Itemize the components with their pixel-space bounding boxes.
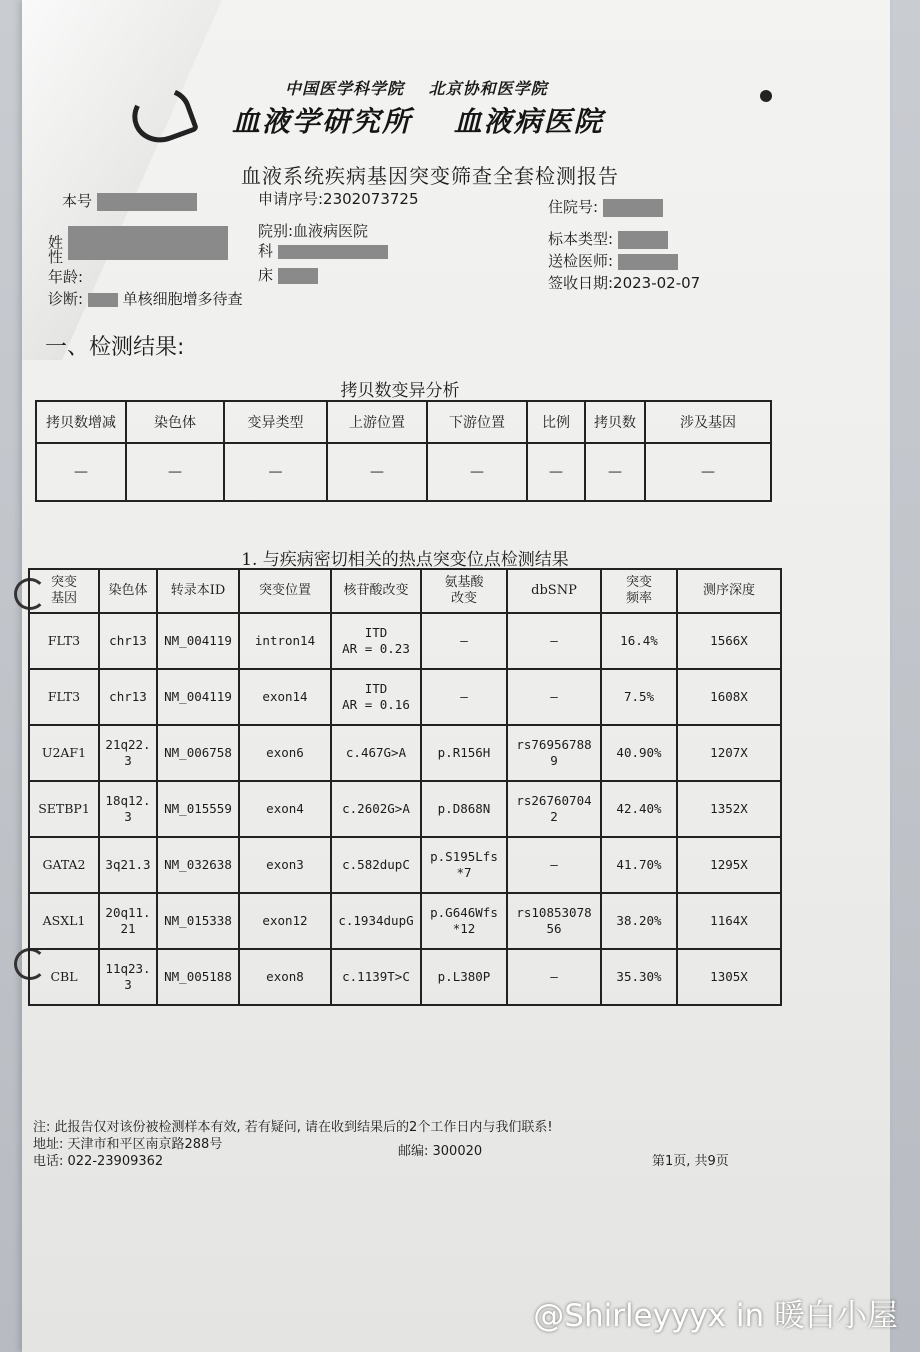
mutation-header: 突变 基因 — [29, 569, 99, 613]
received-date: 签收日期:2023-02-07 — [548, 274, 701, 292]
cnv-header: 拷贝数 — [585, 401, 645, 443]
doctor-label: 送检医师: — [548, 252, 614, 270]
mutation-cell: p.R156H — [421, 725, 507, 781]
mutation-cell: GATA2 — [29, 837, 99, 893]
mutation-header: 氨基酸 改变 — [421, 569, 507, 613]
cnv-title: 拷贝数变异分析 — [340, 381, 460, 401]
mutation-cell: 1295X — [677, 837, 781, 893]
ward-field: 院别:血液病医院 — [258, 222, 369, 240]
mutation-cell: 16.4% — [601, 613, 677, 669]
redaction — [97, 193, 197, 211]
diagnosis-value: 单核细胞增多待查 — [122, 290, 243, 308]
mutation-cell: 1608X — [677, 669, 781, 725]
mutation-cell: U2AF1 — [29, 725, 99, 781]
redaction — [618, 254, 678, 270]
cnv-row — [36, 443, 771, 501]
application-no: 申请序号:2302073725 — [258, 190, 419, 208]
watermark: @Shirleyyyx in 暖白小屋 — [533, 1298, 898, 1334]
mutation-cell: p.S195Lfs *7 — [421, 837, 507, 893]
mutation-cell: 3q21.3 — [99, 837, 157, 893]
mutation-cell: 35.30% — [601, 949, 677, 1005]
mutation-table — [28, 568, 782, 1006]
table-row — [29, 837, 781, 893]
institution-name: 北京协和医学院 — [428, 79, 548, 98]
mutation-cell: — — [421, 669, 507, 725]
hospitalization-no-field — [548, 196, 663, 217]
mutation-cell: 38.20% — [601, 893, 677, 949]
mutation-cell: p.L380P — [421, 949, 507, 1005]
hospital-name: 血液病医院 — [453, 105, 604, 138]
ink-dot — [760, 90, 772, 102]
name-field — [48, 226, 228, 260]
institution-header — [285, 76, 566, 99]
cnv-header-row — [36, 401, 771, 443]
mutation-cell: exon6 — [239, 725, 331, 781]
footer-address: 地址: 天津市和平区南京路288号 — [33, 1137, 223, 1152]
table-row — [29, 949, 781, 1005]
hospital-names — [232, 100, 634, 140]
age-label: 年龄: — [48, 268, 84, 286]
mutation-cell: intron14 — [239, 613, 331, 669]
mutation-cell: p.D868N — [421, 781, 507, 837]
dept-field — [258, 240, 388, 261]
footer-note: 注: 此报告仅对该份被检测样本有效, 若有疑问, 请在收到结果后的2个工作日内与我们联系! — [33, 1120, 553, 1135]
mutation-cell: c.582dupC — [331, 837, 421, 893]
cnv-cell: — — [585, 443, 645, 501]
mutation-cell: NM_004119 — [157, 613, 239, 669]
table-row — [29, 725, 781, 781]
mutation-cell: SETBP1 — [29, 781, 99, 837]
sex-field — [48, 246, 63, 267]
mutation-cell: rs10853078 56 — [507, 893, 601, 949]
cnv-cell: — — [645, 443, 771, 501]
mutation-cell: p.G646Wfs *12 — [421, 893, 507, 949]
mutation-header: 染色体 — [99, 569, 157, 613]
doctor-field — [548, 250, 678, 271]
redaction — [68, 226, 228, 260]
institute-name: 血液学研究所 — [232, 105, 413, 138]
mutation-cell: ITD AR = 0.16 — [331, 669, 421, 725]
mutation-cell: exon3 — [239, 837, 331, 893]
sample-no-field — [62, 190, 197, 211]
mutation-cell: 1352X — [677, 781, 781, 837]
mutation-cell: c.1934dupG — [331, 893, 421, 949]
cnv-cell: — — [427, 443, 527, 501]
mutation-cell: NM_015338 — [157, 893, 239, 949]
mutation-cell: — — [507, 837, 601, 893]
mutation-cell: 41.70% — [601, 837, 677, 893]
diagnosis-label: 诊断: — [48, 290, 84, 308]
mutation-cell: 42.40% — [601, 781, 677, 837]
dept-label: 科 — [258, 242, 274, 260]
redaction — [603, 199, 663, 217]
hospitalization-label: 住院号: — [548, 198, 599, 216]
mutation-cell: chr13 — [99, 669, 157, 725]
name-label: 姓 — [48, 233, 64, 252]
cnv-header: 变异类型 — [224, 401, 327, 443]
mutation-cell: NM_005188 — [157, 949, 239, 1005]
cnv-header: 拷贝数增减 — [36, 401, 126, 443]
mutation-cell: NM_004119 — [157, 669, 239, 725]
sample-type-label: 标本类型: — [548, 230, 614, 248]
sample-no-label: 本号 — [62, 192, 93, 210]
table-row — [29, 669, 781, 725]
mutation-cell: 11q23. 3 — [99, 949, 157, 1005]
mutation-header: 突变 频率 — [601, 569, 677, 613]
section-title: 一、检测结果: — [45, 335, 185, 360]
table-row — [29, 613, 781, 669]
cnv-cell: — — [224, 443, 327, 501]
mutation-cell: 7.5% — [601, 669, 677, 725]
redaction — [278, 268, 318, 284]
mutation-cell: chr13 — [99, 613, 157, 669]
sample-type-field — [548, 228, 668, 249]
mutation-header: 测序深度 — [677, 569, 781, 613]
cnv-header: 上游位置 — [327, 401, 427, 443]
mutation-cell: 1164X — [677, 893, 781, 949]
mutation-cell: NM_006758 — [157, 725, 239, 781]
mutation-cell: 1305X — [677, 949, 781, 1005]
mutation-cell: 18q12. 3 — [99, 781, 157, 837]
redaction — [88, 293, 118, 307]
mutation-header: dbSNP — [507, 569, 601, 613]
redaction — [278, 245, 388, 259]
table-row — [29, 893, 781, 949]
mutation-cell: — — [507, 669, 601, 725]
mutation-cell: — — [507, 613, 601, 669]
mutation-cell: NM_015559 — [157, 781, 239, 837]
mutation-cell: FLT3 — [29, 669, 99, 725]
mutation-cell: exon12 — [239, 893, 331, 949]
bed-label: 床 — [258, 266, 274, 284]
mutation-cell: c.2602G>A — [331, 781, 421, 837]
mutation-cell: c.467G>A — [331, 725, 421, 781]
mutation-cell: exon14 — [239, 669, 331, 725]
mutation-header: 核苷酸改变 — [331, 569, 421, 613]
cnv-cell: — — [327, 443, 427, 501]
mutation-cell: exon4 — [239, 781, 331, 837]
mutation-cell: rs76956788 9 — [507, 725, 601, 781]
mutation-table-title: 1. 与疾病密切相关的热点突变位点检测结果 — [241, 550, 569, 570]
mutation-cell: exon8 — [239, 949, 331, 1005]
mutation-cell: FLT3 — [29, 613, 99, 669]
mutation-cell: NM_032638 — [157, 837, 239, 893]
redaction — [618, 231, 668, 249]
mutation-cell: — — [421, 613, 507, 669]
mutation-cell: rs26760704 2 — [507, 781, 601, 837]
mutation-cell: ITD AR = 0.23 — [331, 613, 421, 669]
sex-label: 性 — [48, 248, 64, 266]
page-number: 第1页, 共9页 — [652, 1154, 729, 1169]
mutation-cell: ASXL1 — [29, 893, 99, 949]
mutation-cell: c.1139T>C — [331, 949, 421, 1005]
footer-postcode: 邮编: 300020 — [398, 1144, 483, 1159]
mutation-cell: 21q22. 3 — [99, 725, 157, 781]
footer-phone: 电话: 022-23909362 — [33, 1154, 164, 1169]
mutation-cell: 1566X — [677, 613, 781, 669]
cnv-header: 比例 — [527, 401, 585, 443]
mutation-cell: 1207X — [677, 725, 781, 781]
cnv-header: 染色体 — [126, 401, 224, 443]
cnv-cell: — — [126, 443, 224, 501]
mutation-cell: — — [507, 949, 601, 1005]
mutation-cell: CBL — [29, 949, 99, 1005]
cnv-table — [35, 400, 772, 502]
mutation-cell: 40.90% — [601, 725, 677, 781]
bed-field — [258, 264, 318, 285]
diagnosis-field — [48, 288, 243, 309]
table-row — [29, 781, 781, 837]
mutation-header: 突变位置 — [239, 569, 331, 613]
institution-name: 中国医学科学院 — [285, 79, 405, 98]
cnv-header: 下游位置 — [427, 401, 527, 443]
mutation-header: 转录本ID — [157, 569, 239, 613]
age-field — [48, 266, 83, 287]
mutation-cell: 20q11. 21 — [99, 893, 157, 949]
cnv-cell: — — [527, 443, 585, 501]
cnv-cell: — — [36, 443, 126, 501]
mutation-header-row — [29, 569, 781, 613]
report-title: 血液系统疾病基因突变筛查全套检测报告 — [241, 164, 619, 188]
cnv-header: 涉及基因 — [645, 401, 771, 443]
